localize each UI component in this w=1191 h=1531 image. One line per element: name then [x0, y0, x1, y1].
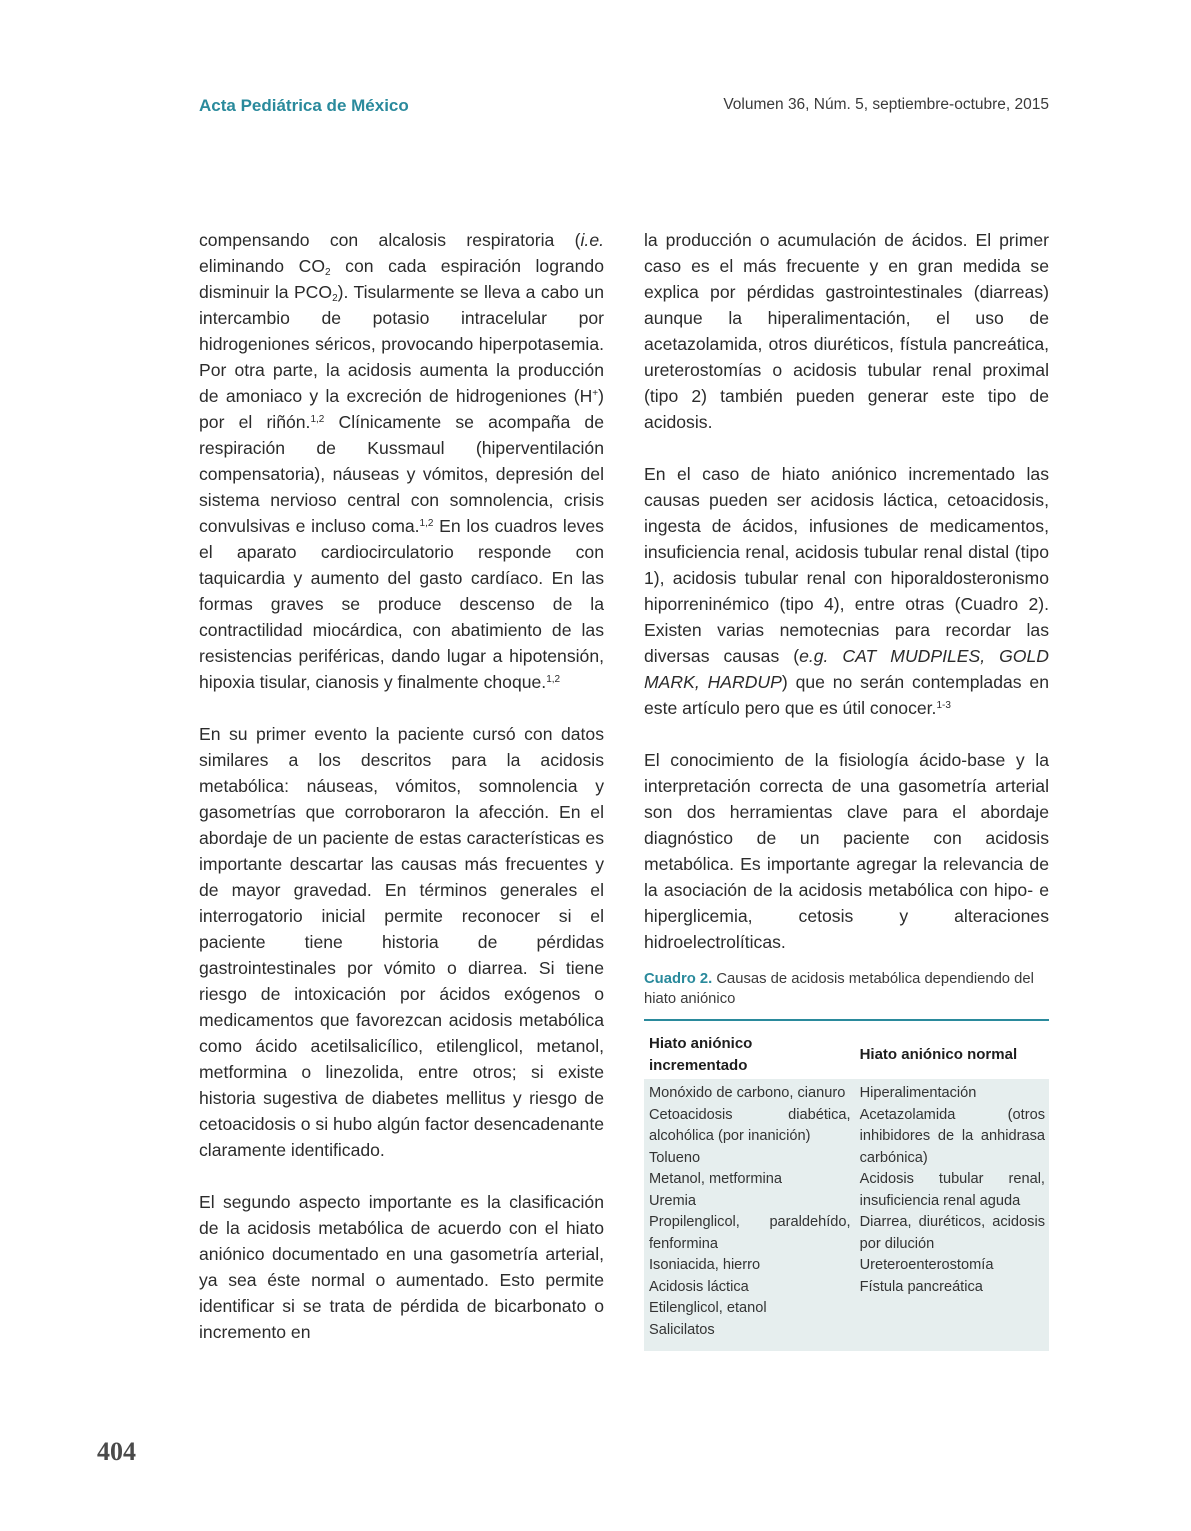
paragraph: En su primer evento la paciente cursó con datos similares a los descritos para la acidosis metabólica: náuseas, vómitos, somnolencia y gasometrías que corroboraron la afección. En el abordaje de un paciente de estas características es importante descartar las causas más frecuentes y de mayor gravedad. En términos generales el interrogatorio inicial permite reconocer si el paciente tiene historia de pérdidas gastrointestinales por vómito o diarrea. Si tiene riesgo de intoxicación por ácidos exógenos o medicamentos que favorezcan acidosis metabólica como ácido acetilsalicílico, etilenglicol, metanol, metformina o linezolida, entre otros; si existe historia sugestiva de diabetes mellitus y riesgo de cetoacidosis o si hubo algún factor desencadenante claramente identificado.	[199, 724, 604, 1160]
column-header: Hiato aniónico incrementado	[644, 1020, 855, 1079]
list-item: Acetazolamida (otros inhibidores de la anhidrasa carbónica)	[859, 1106, 1045, 1166]
list-item: Metanol, metformina	[649, 1171, 783, 1187]
list-item: Cetoacidosis diabética, alcohólica (por inanición)	[649, 1106, 851, 1144]
text-run-italic: i.e.	[580, 230, 604, 250]
column-header: Hiato aniónico normal	[855, 1020, 1049, 1079]
list-item: Propilenglicol, paraldehído, fenformina	[649, 1214, 851, 1252]
text-run-italic: e.g. CAT MUDPILES, GOLD MARK, HARDUP	[644, 646, 1049, 692]
text-run: eliminando CO	[199, 256, 326, 276]
page-number: 404	[97, 1437, 136, 1466]
paragraph: la producción o acumulación de ácidos. El primer caso es el más frecuente y en gran medida se explica por pérdidas gastrointestinales (diarreas) aunque la hiperalimentación, el uso de acetazolamida, otros diuréticos, fístula pancreática, ureterostomías o acidosis tubular renal proximal (tipo 2) también pueden generar este tipo de acidosis.	[644, 230, 1049, 432]
text-run: con cada espiración logrando disminuir la PCO	[199, 256, 605, 302]
text-run: compensando con alcalosis respiratoria (	[199, 230, 581, 250]
list-item: Diarrea, diuréticos, acidosis por dilución	[859, 1214, 1045, 1252]
list-item: Acidosis láctica	[649, 1278, 749, 1295]
list-item: Fístula pancreática	[859, 1278, 983, 1295]
paragraph: El segundo aspecto importante es la clasificación de la acidosis metabólica de acuerdo con el hiato aniónico documentado en una gasometría arterial, ya sea éste normal o aumentado. Esto permite identificar si se trata de pérdida de bicarbonato o incremento en	[199, 1192, 604, 1342]
right-column	[644, 227, 1049, 1351]
table-cell-normal	[855, 1079, 1049, 1351]
list-item: Isoniacida, hierro	[649, 1257, 761, 1273]
list-item: Uremia	[649, 1192, 697, 1209]
caption-label: Cuadro 2.	[644, 971, 713, 987]
list-item: Etilenglicol, etanol	[649, 1300, 767, 1316]
journal-title: Acta Pediátrica de México	[199, 96, 409, 115]
text-run: ) que no serán contempladas en este artículo pero que es útil conocer.	[644, 672, 1049, 718]
list-item: Ureteroenterostomía	[859, 1257, 994, 1273]
text-run: ). Tisularmente se lleva a cabo un intercambio de potasio intracelular por hidrogeniones séricos, provocando hiperpotasemia. Por otra parte, la acidosis aumenta la producción de amoniaco y la excreción de hidrogeniones (H	[199, 282, 604, 406]
paragraph: El conocimiento de la fisiología ácido-base y la interpretación correcta de una gasometría arterial son dos herramientas clave para el abordaje diagnóstico de un paciente con acidosis metabólica. Es importante agregar la relevancia de la asociación de la acidosis metabólica con hipo- e hiperglicemia, cetosis y alteraciones hidroelectrolíticas.	[644, 750, 1049, 952]
superscript: +	[592, 388, 599, 399]
list-item: Salicilatos	[649, 1321, 715, 1338]
list-item: Tolueno	[649, 1149, 701, 1166]
citation-ref: 1,2	[419, 518, 434, 529]
text-run: Clínicamente se acompaña de respiración de Kussmaul (hiperventilación compensatoria), náuseas y vómitos, depresión del sistema nervioso central con somnolencia, crisis convulsivas e incluso coma.	[199, 412, 604, 536]
table-caption	[644, 969, 1049, 1009]
citation-ref: 1,2	[546, 674, 561, 685]
paragraph	[644, 461, 1049, 721]
citation-ref: 1,2	[310, 414, 325, 425]
text-run: En los cuadros leves el aparato cardiocirculatorio responde con taquicardia y aumento del gasto cardíaco. En las formas graves se produce descenso de la contractilidad miocárdica, con abatimiento de las resistencias periféricas, dando lugar a hipotensión, hipoxia tisular, cianosis y finalmente choque.	[199, 516, 604, 692]
list-item: Hiperalimentación	[859, 1085, 977, 1101]
text-run: ) por el riñón.	[199, 386, 604, 432]
subscript: 2	[332, 293, 338, 304]
text-run: En el caso de hiato aniónico incrementado las causas pueden ser acidosis láctica, cetoacidosis, ingesta de ácidos, infusiones de medicamentos, insuficiencia renal, acidosis tubular renal distal (tipo 1), acidosis tubular renal con hiporaldosteronismo hiporreninémico (tipo 4), entre otras (Cuadro 2). Existen varias nemotecnias para recordar las diversas causas (	[644, 464, 1049, 666]
left-column	[199, 227, 604, 1371]
table-cell-incrementado	[644, 1079, 855, 1351]
list-item: Acidosis tubular renal, insuficiencia renal aguda	[859, 1171, 1045, 1209]
citation-ref: 1-3	[936, 700, 951, 711]
paragraph	[199, 227, 604, 695]
list-item: Monóxido de carbono, cianuro	[649, 1085, 846, 1101]
table-row	[644, 1079, 1049, 1351]
cuadro-2-table	[644, 1019, 1049, 1351]
issue-info: Volumen 36, Núm. 5, septiembre-octubre, 2015	[723, 96, 1049, 113]
subscript: 2	[325, 267, 331, 278]
table-header-row	[644, 1020, 1049, 1079]
caption-text: Causas de acidosis metabólica dependiendo del hiato aniónico	[644, 971, 1034, 1007]
